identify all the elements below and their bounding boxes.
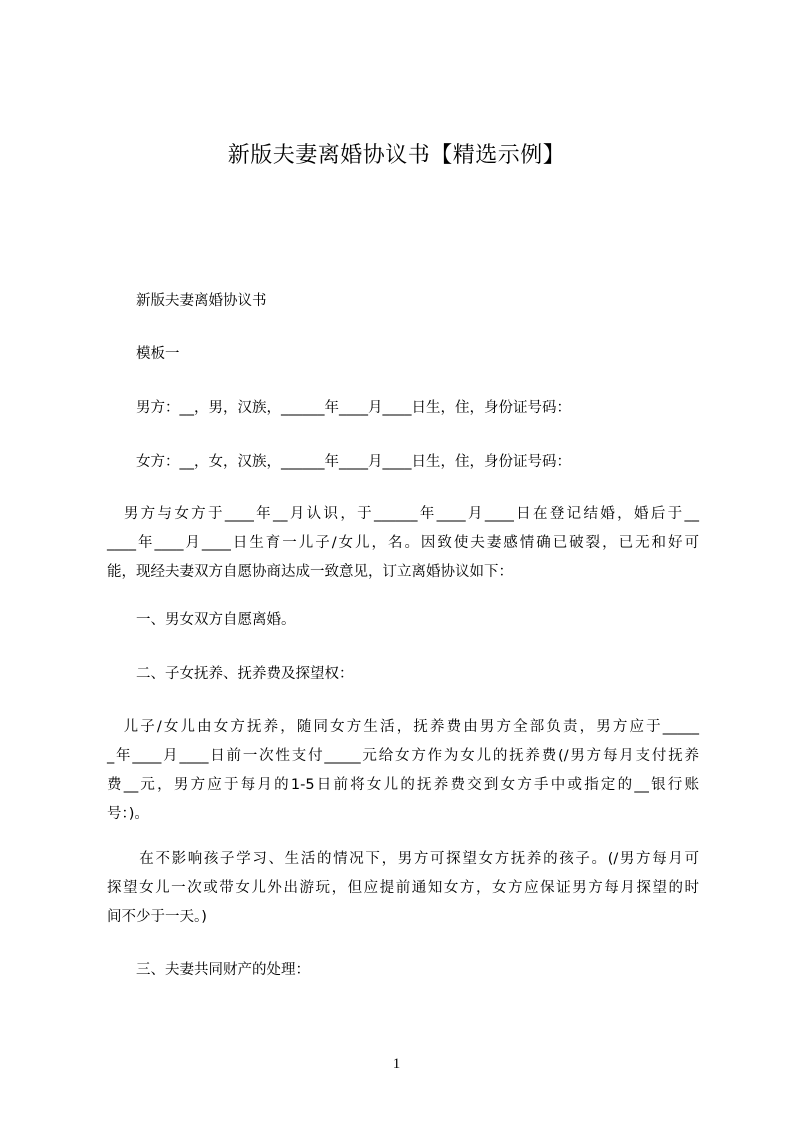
wife-info-line: 女方：__，女，汉族，______年____月____日生，住，身份证号码： (136, 454, 571, 470)
husband-info-line: 男方：__，男，汉族，______年____月____日生，住，身份证号码： (136, 400, 571, 416)
page-number: 1 (392, 1056, 401, 1072)
visitation-paragraph (107, 845, 699, 932)
clause-1: 一、男女双方自愿离婚。 (136, 612, 296, 628)
paragraph-line: 在不影响孩子学习、生活的情况下，男方可探望女方抚养的孩子。(/男方每月可 (107, 851, 699, 867)
paragraph-line: 号：)。 (107, 806, 149, 822)
paragraph-line: _年____月____日前一次性支付_____元给女方作为女儿的抚养费(/男方每月支付抚养 (107, 748, 699, 764)
clause-3: 三、夫妻共同财产的处理： (136, 962, 310, 978)
paragraph-line: 间不少于一天。) (107, 909, 207, 925)
paragraph-line: 探望女儿一次或带女儿外出游玩，但应提前通知女方，女方应保证男方每月探望的时 (107, 880, 699, 896)
clause-2: 二、子女抚养、抚养费及探望权： (136, 666, 354, 682)
paragraph-line: 男方与女方于____年__月认识，于______年____月____日在登记结婚，婚后于__ (107, 506, 699, 522)
paragraph-line: 费__元，男方应于每月的1-5日前将女儿的抚养费交到女方手中或指定的__银行账 (107, 777, 699, 793)
paragraph-line: ____年____月____日生育一儿子/女儿，名。因致使夫妻感情确已破裂，已无和好可 (107, 535, 699, 551)
paragraph-line: 儿子/女儿由女方抚养，随同女方生活，抚养费由男方全部负责，男方应于_____ (107, 719, 699, 735)
custody-paragraph (107, 713, 699, 829)
document-subtitle: 新版夫妻离婚协议书 (136, 293, 267, 309)
paragraph-line: 能，现经夫妻双方自愿协商达成一致意见，订立离婚协议如下： (107, 564, 513, 580)
document-title: 新版夫妻离婚协议书【精选示例】 (227, 143, 566, 168)
template-label: 模板一 (136, 346, 180, 362)
intro-paragraph (107, 500, 699, 587)
